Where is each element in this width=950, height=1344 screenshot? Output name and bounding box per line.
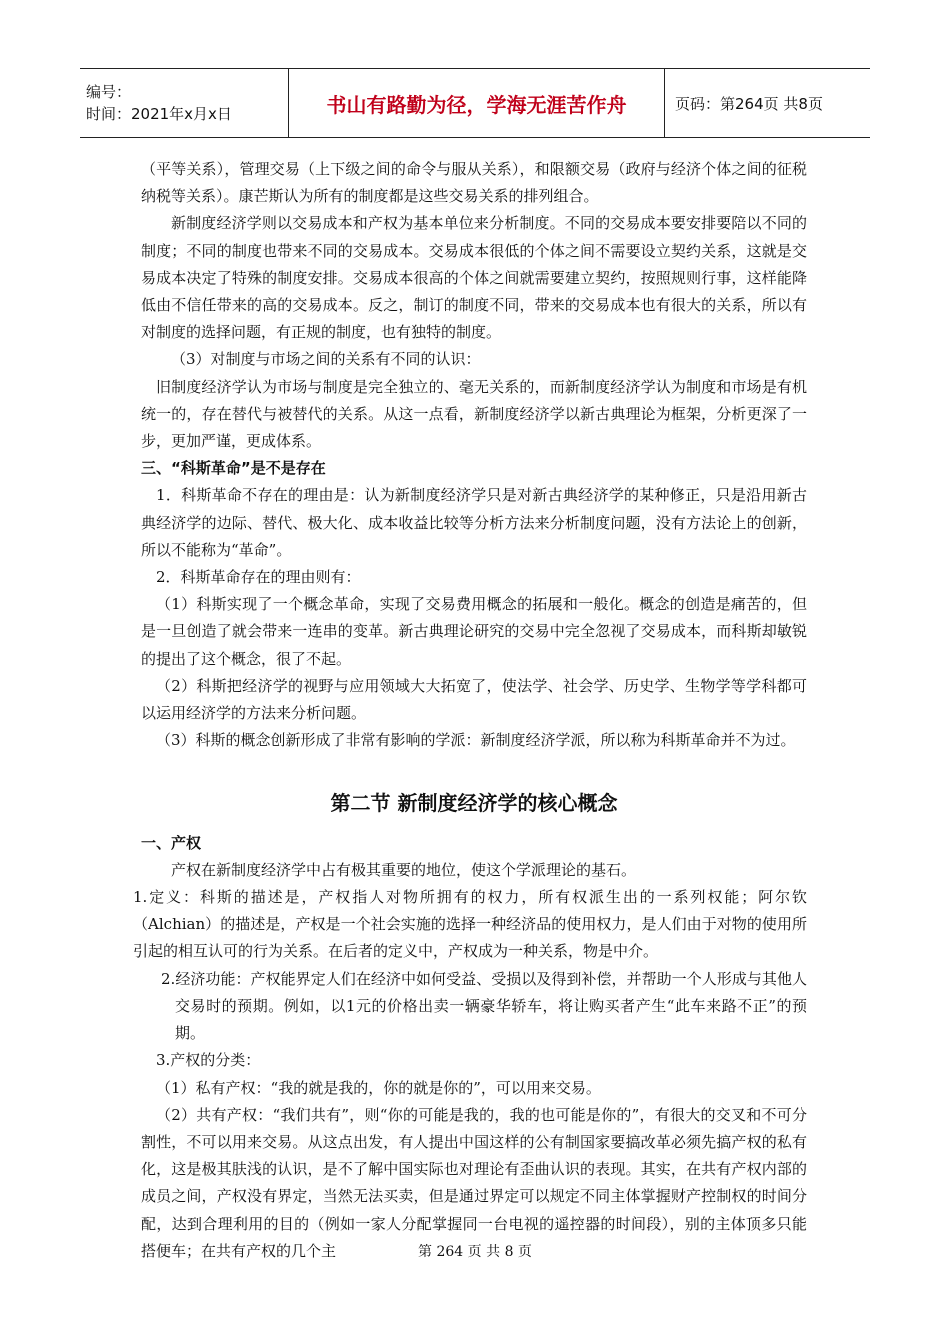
page-footer: 第 264 页 共 8 页 bbox=[418, 1244, 532, 1260]
paragraph: （1）科斯实现了一个概念革命，实现了交易费用概念的拓展和一般化。概念的创造是痛苦的，但是一旦创造了就会带来一连串的变革。新古典理论研究的交易中完全忽视了交易成本，而科斯却敏锐的提出了这个概念，很了不起。 bbox=[141, 595, 807, 668]
paragraph: 2.经济功能：产权能界定人们在经济中如何受益、受损以及得到补偿，并帮助一个人形成与其他人交易时的预期。例如，以1元的价格出卖一辆豪华轿车，将让购买者产生“此车来路不正”的预期。 bbox=[161, 969, 807, 1043]
paragraph: 1.定义：科斯的描述是，产权指人对物所拥有的权力，所有权派生出的一系列权能；阿尔钦（Alchian）的描述是，产权是一个社会实施的选择一种经济品的使用权力，是人们由于对物的使用所引起的相互认可的行为关系。在后者的定义中，产权成为一种关系，物是中介。 bbox=[133, 888, 807, 961]
paragraph: （2）共有产权：“我们共有”，则“你的可能是我的，我的也可能是你的”，有很大的交叉和不可分割性，不可以用来交易。从这点出发，有人提出中国这样的公有制国家要搞改革必须先搞产权的私有化，这是极其肤浅的认识，是不了解中国实际也对理论有歪曲认识的表现。其实，在共有产权内部的成员之间，产权没有界定，当然无法买卖，但是通过界定可以规定不同主体掌握财产控制权的时间分配，达到合理利用的目的（例如一家人分配掌握同一台电视的遥控器的时间段），别的主体顶多只能搭便车；在共有产权的几个主 bbox=[141, 1105, 807, 1260]
paragraph: （3）对制度与市场之间的关系有不同的认识： bbox=[171, 350, 481, 369]
document-body bbox=[133, 156, 807, 1265]
paragraph: 3.产权的分类： bbox=[156, 1051, 261, 1070]
document-date: 时间：2021年x月x日 bbox=[86, 105, 232, 123]
header-motto-cell bbox=[289, 69, 665, 137]
paragraph: 产权在新制度经济学中占有极其重要的地位，使这个学派理论的基石。 bbox=[171, 860, 637, 879]
chapter-heading: 第二节 新制度经济学的核心概念 bbox=[330, 791, 618, 816]
paragraph: 1．科斯革命不存在的理由是：认为新制度经济学只是对新古典经济学的某种修正，只是沿用新古典经济学的边际、替代、极大化、成本收益比较等分析方法来分析制度问题，没有方法论上的创新，所以不能称为“革命”。 bbox=[141, 486, 807, 559]
header-page-code: 页码：第264页 共8页 bbox=[675, 94, 823, 113]
document-number-label: 编号： bbox=[86, 83, 132, 101]
paragraph: （2）科斯把经济学的视野与应用领域大大拓宽了，使法学、社会学、历史学、生物学等学科都可以运用经济学的方法来分析问题。 bbox=[141, 676, 807, 723]
paragraph: 旧制度经济学认为市场与制度是完全独立的、毫无关系的，而新制度经济学认为制度和市场是有机统一的，存在替代与被替代的关系。从这一点看，新制度经济学以新古典理论为框架，分析更深了一步，更加严谨，更成体系。 bbox=[141, 377, 807, 451]
section-heading: 一、产权 bbox=[141, 833, 202, 852]
paragraph: 2．科斯革命存在的理由则有： bbox=[156, 568, 361, 587]
paragraph: （3）科斯的概念创新形成了非常有影响的学派：新制度经济学派，所以称为科斯革命并不为过。 bbox=[156, 731, 796, 750]
paragraph: （1）私有产权：“我的就是我的，你的就是你的”，可以用来交易。 bbox=[156, 1078, 601, 1097]
header-motto: 书山有路勤为径，学海无涯苦作舟 bbox=[326, 92, 627, 117]
page-header bbox=[80, 68, 870, 138]
paragraph: 新制度经济学则以交易成本和产权为基本单位来分析制度。不同的交易成本要安排要陪以不同的制度；不同的制度也带来不同的交易成本。交易成本很低的个体之间不需要设立契约关系，这就是交易成本决定了特殊的制度安排。交易成本很高的个体之间就需要建立契约，按照规则行事，这样能降低由不信任带来的高的交易成本。反之，制订的制度不同，带来的交易成本也有很大的关系，所以有对制度的选择问题，有正规的制度，也有独特的制度。 bbox=[141, 214, 807, 342]
paragraph: （平等关系），管理交易（上下级之间的命令与服从关系），和限额交易（政府与经济个体之间的征税纳税等关系）。康芒斯认为所有的制度都是这些交易关系的排列组合。 bbox=[141, 160, 807, 206]
section-heading: 三、“科斯革命”是不是存在 bbox=[141, 459, 326, 478]
header-meta bbox=[80, 69, 289, 137]
